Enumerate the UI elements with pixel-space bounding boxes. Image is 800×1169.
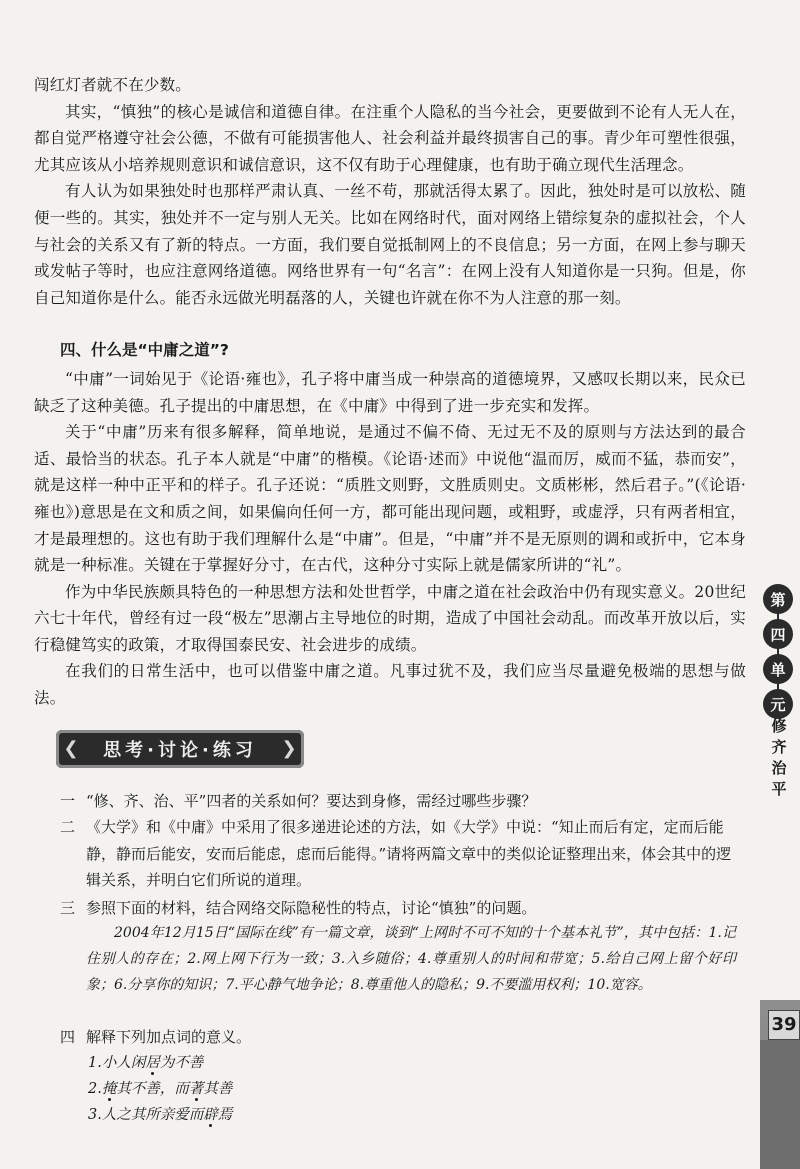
scroll-ornament-icon: ❯ xyxy=(281,738,297,759)
exercise-text: 《大学》和《中庸》中采用了很多递进论述的方法，如《大学》中说：“知止而后有定，定而后能静，静而后能安，安而后能虑，虑而后能得。”请将两篇文章中的类似论证整理出来，体会其中的逻辑关系，并明白它们所说的道理。 xyxy=(86,818,732,889)
exercise-text: 解释下列加点词的意义。 xyxy=(86,1028,252,1046)
exercise-text: “修、齐、治、平”四者的关系如何？要达到身修，需经过哪些步骤？ xyxy=(86,792,537,810)
dotted-word: 居 xyxy=(145,1055,160,1071)
paragraph: 在我们的日常生活中，也可以借鉴中庸之道。凡事过犹不及，我们应当尽量避免极端的思想与做法。 xyxy=(34,662,746,708)
exercise-number: 三 xyxy=(60,899,76,917)
exercise-number: 二 xyxy=(60,818,76,836)
page-number: 39 xyxy=(768,1010,800,1040)
paragraph: 关于“中庸”历来有很多解释，简单地说，是通过不偏不倚、无过无不及的原则与方法达到的最合适、最恰当的状态。孔子本人就是“中庸”的楷模。《论语·述而》中说他“温而厉，威而不猛，恭而安”，就是这样一种中正平和的样子。孔子还说：“质胜文则野，文胜质则史。文质彬彬，然后君子。”(《论语·雍也》)意思是在文和质之间，如果偏向任何一方，都可能出现问题，或粗野，或虚浮，只有两者相宜，才是最理想的。这也有助于我们理解什么是“中庸”。但是，“中庸”并不是无原则的调和或折中，它本身就是一种标准。关键在于掌握好分寸，在古代，这种分寸实际上就是儒家所讲的“礼”。 xyxy=(34,423,746,575)
sub-item xyxy=(88,1076,232,1102)
sub-text: 其善 xyxy=(203,1081,233,1097)
section-heading: 四、什么是“中庸之道”? xyxy=(60,341,229,360)
edge-strip xyxy=(760,1040,800,1169)
sub-item xyxy=(88,1102,232,1128)
paragraph: “中庸”一词始见于《论语·雍也》，孔子将中庸当成一种崇高的道德境界，又感叹长期以来，民众已缺乏了这种美德。孔子提出的中庸思想，在《中庸》中得到了进一步充实和发挥。 xyxy=(34,369,746,415)
sub-text: 2. xyxy=(88,1081,102,1097)
sub-text: 1.小人闲 xyxy=(88,1055,146,1071)
exercise-item xyxy=(60,895,740,922)
sub-text: 3.人之其所亲爱而 xyxy=(88,1107,204,1123)
unit-char-badge: 元 xyxy=(763,689,793,719)
dotted-word: 辟 xyxy=(203,1107,218,1123)
exercise-number: 四 xyxy=(60,1028,76,1046)
exercise-item xyxy=(60,814,740,894)
exercise-number: 一 xyxy=(60,792,76,810)
reference-material: 2004年12月15日“国际在线”有一篇文章，谈到“上网时不可不知的十个基本礼节”，其中包括：1.记住别人的存在；2.网上网下行为一致；3.入乡随俗；4.尊重别人的时间和带宽；5.给自己网上留个好印象；6.分享你的知识；7.平心静气地争论；8.尊重他人的隐私；9.不要滥用权利；10.宽容。 xyxy=(86,925,736,993)
dotted-word: 著 xyxy=(188,1081,204,1097)
sub-text: 其不善，而 xyxy=(116,1081,189,1097)
body-text xyxy=(34,72,746,712)
unit-char-badge: 四 xyxy=(763,619,793,649)
sub-item xyxy=(88,1050,203,1076)
exercise-text: 参照下面的材料，结合网络交际隐秘性的特点，讨论“慎独”的问题。 xyxy=(86,899,537,917)
dotted-word: 掩 xyxy=(101,1081,117,1097)
unit-char-badge: 单 xyxy=(763,654,793,684)
paragraph: 有人认为如果独处时也那样严肃认真、一丝不苟，那就活得太累了。因此，独处时是可以放松、随便一些的。其实，独处并不一定与别人无关。比如在网络时代，面对网络上错综复杂的虚拟社会，个人与社会的关系又有了新的特点。一方面，我们要自觉抵制网上的不良信息；另一方面，在网上参与聊天或发帖子等时，也应注意网络道德。网络世界有一句“名言”：在网上没有人知道你是一只狗。但是，你自己知道你是什么。能否永远做光明磊落的人，关键也许就在你不为人注意的那一刻。 xyxy=(34,182,746,307)
paragraph: 作为中华民族颇具特色的一种思想方法和处世哲学，中庸之道在社会政治中仍有现实意义。20世纪六七十年代，曾经有过一段“极左”思潮占主导地位的时期，造成了中国社会动乱。而改革开放以后，实行稳健笃实的政策，才取得国泰民安、社会进步的成绩。 xyxy=(34,582,746,654)
exercise-banner xyxy=(56,730,304,768)
paragraph: 其实，“慎独”的核心是诚信和道德自律。在注重个人隐私的当今社会，更要做到不论有人无人在，都自觉严格遵守社会公德，不做有可能损害他人、社会利益并最终损害自己的事。青少年可塑性很强，尤其应该从小培养规则意识和诚信意识，这不仅有助于心理健康，也有助于确立现代生活理念。 xyxy=(34,102,746,174)
scroll-ornament-icon: ❮ xyxy=(63,738,79,759)
paragraph: 闯红灯者就不在少数。 xyxy=(34,76,192,94)
banner-title: 思考·讨论·练习 xyxy=(103,740,257,761)
exercise-item xyxy=(60,1024,740,1051)
unit-char-badge: 第 xyxy=(763,584,793,614)
sub-text: 为不善 xyxy=(159,1055,204,1071)
exercise-item xyxy=(60,788,740,815)
unit-title: 修齐治平 xyxy=(771,717,787,798)
sub-text: 焉 xyxy=(217,1107,233,1123)
